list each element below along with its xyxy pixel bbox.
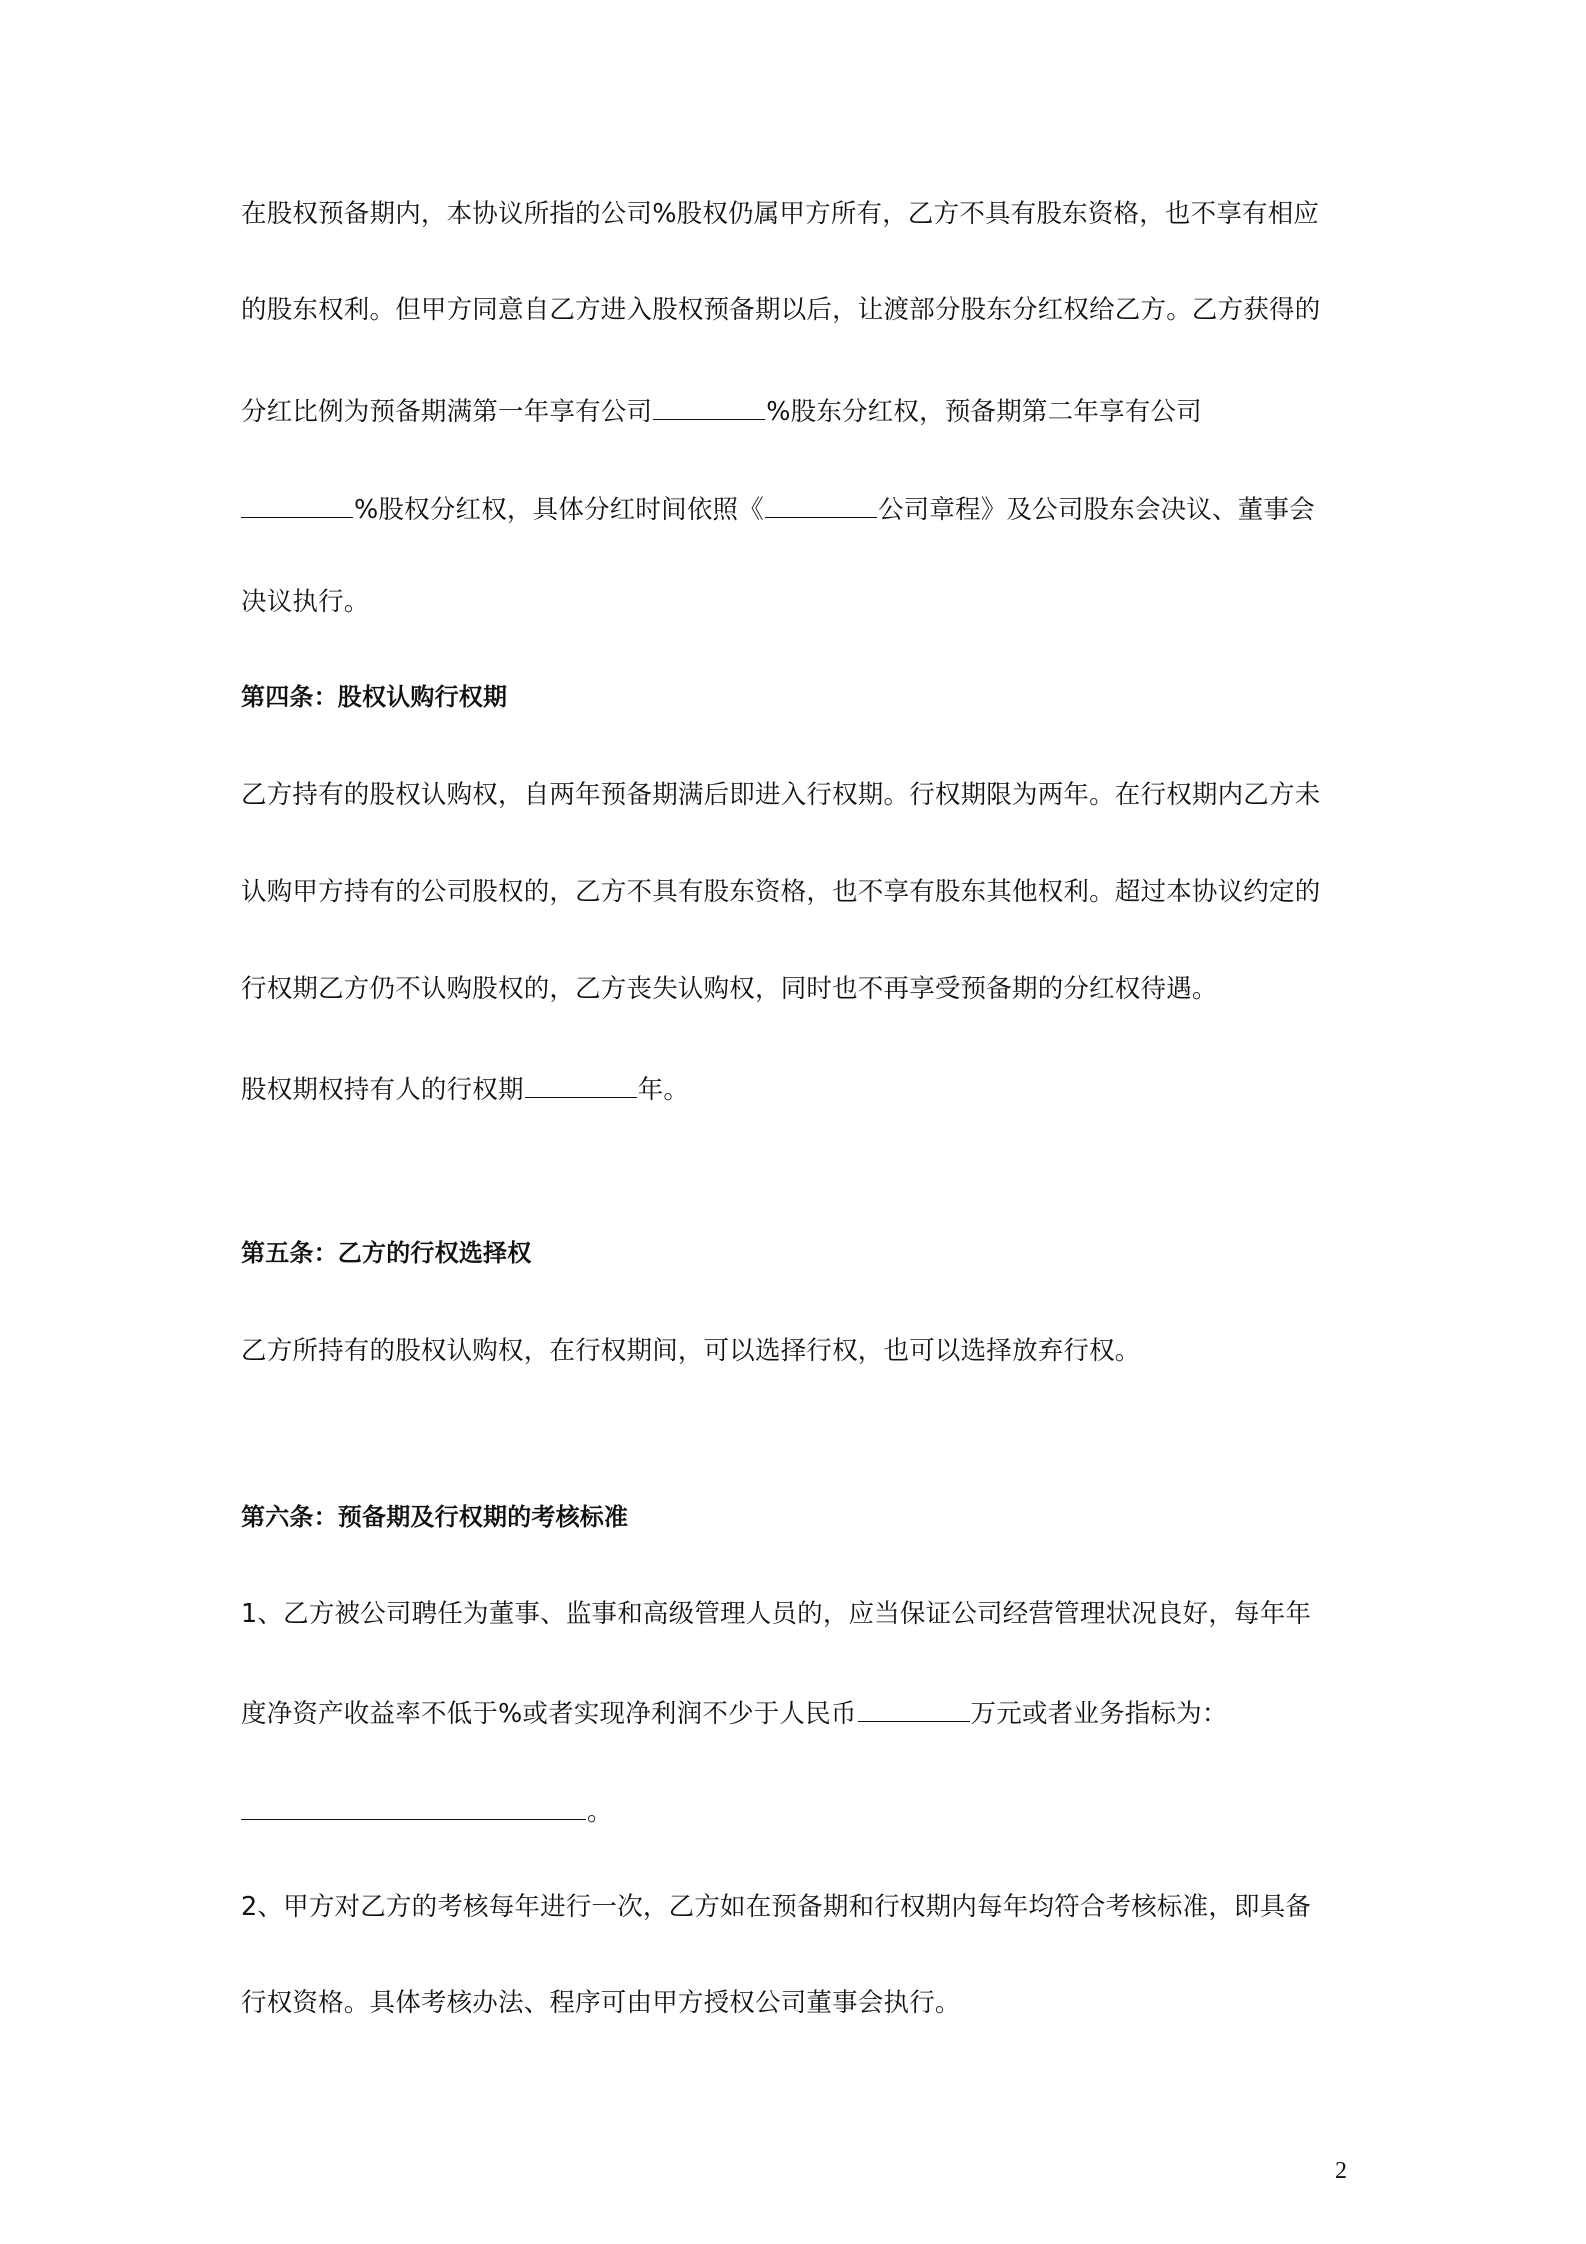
fill-in-blank [765, 491, 877, 518]
paragraph-line [241, 1334, 1356, 1368]
heading-text: 第四条：股权认购行权期 [241, 683, 508, 711]
text-run: 行权期乙方仍不认购股权的，乙方丧失认购权，同时也不再享受预备期的分红权待遇。 [241, 974, 1218, 1004]
text-run: 行权资格。具体考核办法、程序可由甲方授权公司董事会执行。 [241, 1988, 961, 2018]
text-run: 年。 [637, 1075, 690, 1105]
text-run: 度净资产收益率不低于%或者实现净利润不少于人民币 [241, 1699, 857, 1729]
text-run: 股权期权持有人的行权期 [241, 1075, 524, 1105]
paragraph-line [241, 778, 1356, 812]
paragraph-line [241, 875, 1356, 909]
paragraph-line [241, 1890, 1356, 1924]
text-run: 公司章程》及公司股东会决议、董事会 [877, 495, 1315, 525]
page-number: 2 [1335, 2158, 1347, 2184]
section-heading-6 [241, 1500, 1356, 1534]
text-run: 决议执行。 [241, 587, 370, 617]
text-run: 1、乙方被公司聘任为董事、监事和高级管理人员的，应当保证公司经营管理状况良好，每年年 [241, 1599, 1312, 1629]
text-run: 的股东权利。但甲方同意自乙方进入股权预备期以后，让渡部分股东分红权给乙方。乙方获得的 [241, 295, 1321, 325]
text-run: 乙方持有的股权认购权，自两年预备期满后即进入行权期。行权期限为两年。在行权期内乙方未 [241, 780, 1321, 810]
fill-in-blank [241, 491, 353, 518]
fill-in-blank [525, 1071, 637, 1098]
text-run: %股东分红权，预备期第二年享有公司 [766, 397, 1202, 427]
section-heading-4 [241, 680, 1356, 714]
paragraph-line [241, 197, 1356, 231]
paragraph-line [241, 1597, 1356, 1631]
paragraph-line [241, 1695, 1356, 1731]
paragraph-line [241, 293, 1356, 327]
section-heading-5 [241, 1236, 1356, 1270]
text-run: 2、甲方对乙方的考核每年进行一次，乙方如在预备期和行权期内每年均符合考核标准，即具备 [241, 1892, 1312, 1922]
heading-text: 第五条：乙方的行权选择权 [241, 1239, 532, 1267]
text-run: 分红比例为预备期满第一年享有公司 [241, 397, 653, 427]
paragraph-line [241, 1793, 1356, 1829]
text-run: 乙方所持有的股权认购权，在行权期间，可以选择行权，也可以选择放弃行权。 [241, 1336, 1141, 1366]
fill-in-blank [653, 393, 765, 420]
text-run: 。 [587, 1797, 613, 1827]
paragraph-line [241, 1986, 1356, 2020]
text-run: 在股权预备期内，本协议所指的公司%股权仍属甲方所有，乙方不具有股东资格，也不享有相应 [241, 199, 1320, 229]
text-run: 万元或者业务指标为： [970, 1699, 1228, 1729]
fill-in-blank [241, 1793, 586, 1820]
paragraph-line [241, 393, 1356, 429]
fill-in-blank [858, 1695, 970, 1722]
text-run: %股权分红权，具体分红时间依照《 [354, 495, 764, 525]
text-run: 认购甲方持有的公司股权的，乙方不具有股东资格，也不享有股东其他权利。超过本协议约定的 [241, 877, 1321, 907]
heading-text: 第六条：预备期及行权期的考核标准 [241, 1503, 629, 1531]
paragraph-line [241, 491, 1356, 527]
paragraph-line [241, 585, 1356, 619]
paragraph-line [241, 1071, 1356, 1107]
paragraph-line [241, 972, 1356, 1006]
